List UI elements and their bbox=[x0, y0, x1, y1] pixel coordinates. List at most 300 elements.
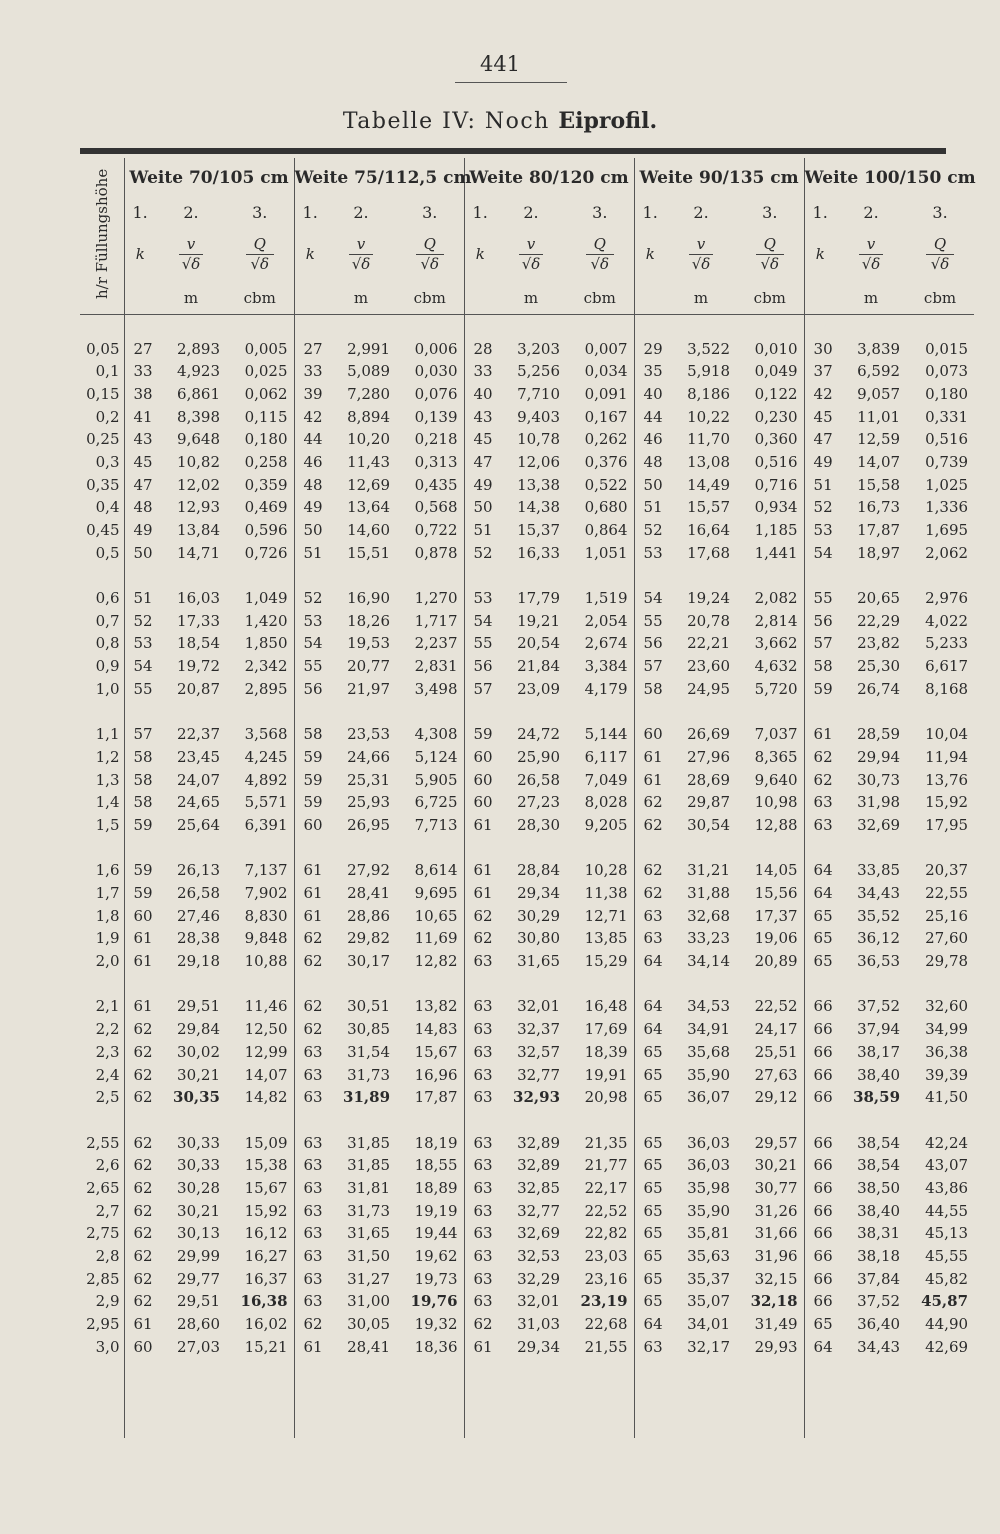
q-value: 16,48 bbox=[584, 997, 628, 1016]
fraction-bottom: √δ bbox=[760, 255, 780, 273]
fill-height-value: 2,0 bbox=[95, 952, 120, 971]
table-row bbox=[80, 1041, 974, 1064]
v-value: 32,69 bbox=[517, 1224, 561, 1243]
v-value: 20,65 bbox=[857, 589, 901, 608]
k-value: 64 bbox=[804, 882, 836, 905]
k-value: 56 bbox=[294, 678, 326, 701]
v-value: 28,60 bbox=[177, 1315, 220, 1334]
v-value: 29,99 bbox=[177, 1247, 220, 1266]
k-value: 62 bbox=[294, 950, 326, 973]
k-value: 51 bbox=[464, 519, 496, 542]
fill-height-value: 2,7 bbox=[95, 1201, 120, 1220]
table-row bbox=[80, 723, 974, 746]
table-bottom-filler bbox=[80, 1358, 974, 1438]
v-value: 23,45 bbox=[177, 747, 220, 766]
fraction-top: Q bbox=[246, 235, 274, 255]
k-value: 49 bbox=[464, 473, 496, 496]
k-value: 66 bbox=[804, 1222, 836, 1245]
k-symbol: k bbox=[294, 226, 326, 282]
v-value: 32,89 bbox=[517, 1133, 561, 1152]
v-value: 32,69 bbox=[857, 815, 901, 834]
k-value: 61 bbox=[294, 859, 326, 882]
q-value: 19,73 bbox=[414, 1269, 458, 1288]
fill-height-value: 2,6 bbox=[95, 1156, 120, 1175]
k-value: 61 bbox=[294, 904, 326, 927]
v-value: 31,89 bbox=[343, 1088, 391, 1107]
v-value: 30,73 bbox=[857, 770, 901, 789]
v-value: 12,02 bbox=[177, 475, 220, 494]
q-value: 23,16 bbox=[584, 1269, 628, 1288]
q-value: 0,716 bbox=[754, 475, 798, 494]
q-value: 31,49 bbox=[754, 1315, 798, 1334]
v-value: 22,37 bbox=[177, 725, 220, 744]
v-value: 30,28 bbox=[177, 1178, 220, 1197]
k-value: 50 bbox=[124, 541, 156, 564]
table-row bbox=[80, 1199, 974, 1222]
q-value: 3,498 bbox=[414, 679, 458, 698]
k-value: 65 bbox=[634, 1154, 666, 1177]
q-value: 5,144 bbox=[584, 725, 628, 744]
q-value: 0,680 bbox=[584, 498, 628, 517]
col-number-1: 1. bbox=[124, 198, 156, 226]
table-row bbox=[80, 882, 974, 905]
k-value: 66 bbox=[804, 1018, 836, 1041]
q-value: 1,420 bbox=[244, 611, 288, 630]
q-value: 32,18 bbox=[750, 1292, 798, 1311]
k-value: 55 bbox=[464, 632, 496, 655]
k-value: 63 bbox=[294, 1041, 326, 1064]
k-value: 61 bbox=[124, 927, 156, 950]
fraction-top: v bbox=[689, 235, 713, 255]
k-value: 63 bbox=[464, 995, 496, 1018]
k-value: 62 bbox=[124, 1177, 156, 1200]
k-value: 63 bbox=[294, 1063, 326, 1086]
v-value: 18,97 bbox=[857, 543, 901, 562]
q-value: 15,09 bbox=[244, 1133, 288, 1152]
k-value: 62 bbox=[124, 1154, 156, 1177]
k-value: 62 bbox=[294, 1313, 326, 1336]
k-value: 54 bbox=[294, 632, 326, 655]
k-value: 33 bbox=[124, 360, 156, 383]
table-row bbox=[80, 1245, 974, 1268]
q-value: 0,469 bbox=[244, 498, 288, 517]
k-value: 63 bbox=[464, 1222, 496, 1245]
k-value: 65 bbox=[634, 1199, 666, 1222]
q-value: 12,88 bbox=[754, 815, 798, 834]
k-value: 61 bbox=[294, 1335, 326, 1358]
col-number-2: 2. bbox=[353, 202, 369, 222]
q-value: 0,073 bbox=[925, 362, 969, 381]
k-value: 63 bbox=[464, 1199, 496, 1222]
q-value: 30,21 bbox=[754, 1156, 798, 1175]
table-row bbox=[80, 405, 974, 428]
fill-height-value: 1,2 bbox=[95, 747, 120, 766]
v-value: 31,03 bbox=[517, 1315, 561, 1334]
k-value: 65 bbox=[804, 1313, 836, 1336]
k-value: 59 bbox=[124, 882, 156, 905]
k-value: 52 bbox=[294, 587, 326, 610]
k-value: 62 bbox=[124, 1245, 156, 1268]
q-value: 18,89 bbox=[414, 1178, 458, 1197]
fill-height-value: 1,1 bbox=[95, 725, 120, 744]
q-value: 12,71 bbox=[584, 906, 628, 925]
k-value: 43 bbox=[124, 428, 156, 451]
v-value: 36,03 bbox=[687, 1133, 731, 1152]
q-value: 29,12 bbox=[754, 1088, 798, 1107]
k-value: 33 bbox=[464, 360, 496, 383]
fill-height-value: 1,4 bbox=[95, 793, 120, 812]
v-value: 30,05 bbox=[347, 1315, 391, 1334]
v-value: 4,923 bbox=[177, 362, 220, 381]
v-value: 10,78 bbox=[517, 430, 561, 449]
k-value: 62 bbox=[294, 995, 326, 1018]
k-value: 27 bbox=[124, 337, 156, 360]
unit-k-empty bbox=[634, 282, 666, 315]
k-value: 66 bbox=[804, 995, 836, 1018]
fill-fraction-top: h bbox=[92, 289, 111, 300]
q-symbol bbox=[906, 226, 974, 282]
v-value: 25,93 bbox=[347, 793, 391, 812]
v-value: 35,98 bbox=[687, 1178, 731, 1197]
k-value: 63 bbox=[464, 1041, 496, 1064]
v-value: 32,85 bbox=[517, 1178, 561, 1197]
k-value: 56 bbox=[634, 632, 666, 655]
v-value: 31,85 bbox=[347, 1156, 391, 1175]
k-value: 52 bbox=[804, 496, 836, 519]
v-value: 2,893 bbox=[177, 339, 220, 358]
k-value: 62 bbox=[634, 791, 666, 814]
page-number-rule bbox=[455, 82, 567, 83]
q-value: 2,814 bbox=[754, 611, 798, 630]
fraction-top: v bbox=[519, 235, 543, 255]
q-value: 18,36 bbox=[414, 1337, 458, 1356]
v-value: 27,92 bbox=[347, 861, 391, 880]
v-value: 31,85 bbox=[347, 1133, 391, 1152]
v-value: 12,69 bbox=[347, 475, 391, 494]
k-value: 65 bbox=[634, 1222, 666, 1245]
v-value: 17,87 bbox=[857, 521, 901, 540]
fill-height-value: 1,7 bbox=[95, 884, 120, 903]
k-value: 45 bbox=[124, 451, 156, 474]
k-value: 42 bbox=[804, 383, 836, 406]
q-value: 1,441 bbox=[754, 543, 798, 562]
q-value: 45,82 bbox=[925, 1269, 969, 1288]
fraction-top: Q bbox=[416, 235, 444, 255]
v-value: 15,51 bbox=[347, 543, 391, 562]
k-value: 55 bbox=[294, 655, 326, 678]
unit-k-empty bbox=[464, 282, 496, 315]
k-value: 40 bbox=[464, 383, 496, 406]
q-value: 0,262 bbox=[584, 430, 628, 449]
table-row bbox=[80, 428, 974, 451]
q-value: 3,568 bbox=[244, 725, 288, 744]
v-value: 27,03 bbox=[177, 1337, 220, 1356]
col-number-3: 3. bbox=[592, 202, 608, 222]
k-value: 63 bbox=[294, 1131, 326, 1154]
q-value: 1,695 bbox=[925, 521, 969, 540]
v-value: 30,17 bbox=[347, 952, 391, 971]
col-number-2: 2. bbox=[863, 202, 879, 222]
v-symbol bbox=[496, 226, 566, 282]
v-value: 31,65 bbox=[517, 952, 561, 971]
q-value: 19,32 bbox=[414, 1315, 458, 1334]
k-value: 57 bbox=[464, 678, 496, 701]
k-value: 66 bbox=[804, 1245, 836, 1268]
v-value: 34,43 bbox=[857, 1337, 901, 1356]
v-value: 30,33 bbox=[177, 1133, 220, 1152]
table-row bbox=[80, 1222, 974, 1245]
v-value: 30,85 bbox=[347, 1020, 391, 1039]
k-value: 46 bbox=[294, 451, 326, 474]
col-number-1: 1. bbox=[294, 198, 326, 226]
v-value: 30,13 bbox=[177, 1224, 220, 1243]
fill-height-value: 2,75 bbox=[86, 1224, 120, 1243]
q-value: 0,258 bbox=[244, 452, 288, 471]
k-value: 66 bbox=[804, 1199, 836, 1222]
q-value: 13,82 bbox=[414, 997, 458, 1016]
k-value: 63 bbox=[464, 1245, 496, 1268]
table-row bbox=[80, 768, 974, 791]
unit-cbm: cbm bbox=[906, 282, 974, 315]
fraction-top: v bbox=[349, 235, 373, 255]
q-value: 23,03 bbox=[584, 1247, 628, 1266]
q-value: 15,38 bbox=[244, 1156, 288, 1175]
table-row bbox=[80, 791, 974, 814]
k-value: 63 bbox=[804, 814, 836, 837]
v-value: 18,54 bbox=[177, 634, 220, 653]
q-value: 1,717 bbox=[414, 611, 458, 630]
q-value: 1,519 bbox=[584, 589, 628, 608]
k-value: 65 bbox=[634, 1177, 666, 1200]
v-value: 31,50 bbox=[347, 1247, 391, 1266]
q-value: 4,632 bbox=[754, 657, 798, 676]
q-value: 1,185 bbox=[754, 521, 798, 540]
v-value: 17,79 bbox=[517, 589, 561, 608]
fill-height-value: 0,7 bbox=[95, 611, 120, 630]
v-value: 30,21 bbox=[177, 1065, 220, 1084]
q-value: 45,13 bbox=[925, 1224, 969, 1243]
q-value: 27,63 bbox=[754, 1065, 798, 1084]
k-value: 53 bbox=[124, 632, 156, 655]
k-value: 64 bbox=[634, 995, 666, 1018]
q-value: 0,180 bbox=[244, 430, 288, 449]
v-value: 29,51 bbox=[177, 997, 220, 1016]
k-value: 28 bbox=[464, 337, 496, 360]
k-value: 60 bbox=[634, 723, 666, 746]
v-value: 26,58 bbox=[177, 884, 220, 903]
q-value: 29,78 bbox=[925, 952, 969, 971]
v-value: 8,398 bbox=[177, 407, 220, 426]
v-value: 20,77 bbox=[347, 657, 391, 676]
v-value: 31,00 bbox=[347, 1292, 391, 1311]
table-row bbox=[80, 360, 974, 383]
q-value: 13,85 bbox=[584, 929, 628, 948]
v-value: 29,77 bbox=[177, 1269, 220, 1288]
v-symbol bbox=[666, 226, 736, 282]
q-value: 4,892 bbox=[244, 770, 288, 789]
k-value: 63 bbox=[464, 1063, 496, 1086]
v-value: 29,84 bbox=[177, 1020, 220, 1039]
v-value: 6,592 bbox=[857, 362, 901, 381]
v-value: 17,33 bbox=[177, 611, 220, 630]
v-value: 24,65 bbox=[177, 793, 220, 812]
v-value: 34,91 bbox=[687, 1020, 731, 1039]
table-row bbox=[80, 950, 974, 973]
q-value: 43,86 bbox=[925, 1178, 969, 1197]
fill-height-value: 0,9 bbox=[95, 657, 120, 676]
q-value: 15,56 bbox=[754, 884, 798, 903]
k-value: 61 bbox=[124, 950, 156, 973]
table-row bbox=[80, 746, 974, 769]
k-value: 52 bbox=[464, 541, 496, 564]
v-value: 11,01 bbox=[857, 407, 901, 426]
k-value: 62 bbox=[124, 1131, 156, 1154]
k-value: 63 bbox=[294, 1267, 326, 1290]
q-value: 0,376 bbox=[584, 452, 628, 471]
q-value: 41,50 bbox=[925, 1088, 969, 1107]
q-value: 8,614 bbox=[414, 861, 458, 880]
q-value: 0,015 bbox=[925, 339, 969, 358]
col-number-1: 1. bbox=[804, 198, 836, 226]
k-value: 44 bbox=[294, 428, 326, 451]
v-value: 19,53 bbox=[347, 634, 391, 653]
k-value: 66 bbox=[804, 1177, 836, 1200]
q-symbol bbox=[226, 226, 294, 282]
v-value: 16,73 bbox=[857, 498, 901, 517]
v-value: 37,52 bbox=[857, 1292, 901, 1311]
q-value: 10,04 bbox=[925, 725, 969, 744]
q-value: 6,391 bbox=[244, 815, 288, 834]
v-value: 12,06 bbox=[517, 452, 561, 471]
v-value: 34,43 bbox=[857, 884, 901, 903]
table-row bbox=[80, 1154, 974, 1177]
q-value: 0,005 bbox=[244, 339, 288, 358]
k-value: 63 bbox=[294, 1222, 326, 1245]
v-value: 35,37 bbox=[687, 1269, 731, 1288]
v-value: 14,60 bbox=[347, 521, 391, 540]
v-value: 38,31 bbox=[857, 1224, 901, 1243]
fill-height-value: 1,9 bbox=[95, 929, 120, 948]
fill-height-value: 2,55 bbox=[86, 1133, 120, 1152]
v-value: 31,73 bbox=[347, 1201, 391, 1220]
q-value: 29,57 bbox=[754, 1133, 798, 1152]
k-value: 63 bbox=[464, 1267, 496, 1290]
k-value: 50 bbox=[464, 496, 496, 519]
col-number-3: 3. bbox=[762, 202, 778, 222]
q-value: 45,87 bbox=[921, 1292, 969, 1311]
q-value: 15,92 bbox=[244, 1201, 288, 1220]
unit-k-empty bbox=[124, 282, 156, 315]
q-value: 0,034 bbox=[584, 362, 628, 381]
q-value: 8,168 bbox=[925, 679, 969, 698]
v-value: 34,53 bbox=[687, 997, 731, 1016]
v-value: 9,648 bbox=[177, 430, 220, 449]
q-value: 2,831 bbox=[414, 657, 458, 676]
v-value: 5,089 bbox=[347, 362, 391, 381]
k-value: 63 bbox=[634, 904, 666, 927]
q-value: 44,55 bbox=[925, 1201, 969, 1220]
k-value: 48 bbox=[124, 496, 156, 519]
q-value: 9,848 bbox=[244, 929, 288, 948]
q-value: 19,62 bbox=[414, 1247, 458, 1266]
k-value: 62 bbox=[464, 927, 496, 950]
v-value: 28,84 bbox=[517, 861, 561, 880]
k-symbol: k bbox=[464, 226, 496, 282]
q-value: 0,062 bbox=[244, 384, 288, 403]
v-value: 25,31 bbox=[347, 770, 391, 789]
k-value: 59 bbox=[804, 678, 836, 701]
v-value: 27,46 bbox=[177, 906, 220, 925]
table-row bbox=[80, 1290, 974, 1313]
q-value: 7,902 bbox=[244, 884, 288, 903]
k-value: 54 bbox=[124, 655, 156, 678]
fraction-top: v bbox=[859, 235, 883, 255]
group-spacer bbox=[80, 315, 974, 338]
q-value: 5,124 bbox=[414, 747, 458, 766]
unit-k-empty bbox=[294, 282, 326, 315]
q-value: 1,049 bbox=[244, 589, 288, 608]
page-number: 441 bbox=[479, 52, 521, 76]
group-header-80-120: Weite 80/120 cm bbox=[464, 158, 634, 198]
v-value: 23,60 bbox=[687, 657, 731, 676]
k-value: 37 bbox=[804, 360, 836, 383]
v-value: 29,87 bbox=[687, 793, 731, 812]
q-symbol bbox=[396, 226, 464, 282]
q-value: 14,83 bbox=[414, 1020, 458, 1039]
k-value: 55 bbox=[804, 587, 836, 610]
v-value: 28,69 bbox=[687, 770, 731, 789]
k-value: 61 bbox=[634, 768, 666, 791]
v-value: 35,68 bbox=[687, 1042, 731, 1061]
q-value: 42,69 bbox=[925, 1337, 969, 1356]
k-value: 59 bbox=[294, 791, 326, 814]
v-value: 37,84 bbox=[857, 1269, 901, 1288]
v-value: 15,37 bbox=[517, 521, 561, 540]
v-value: 31,54 bbox=[347, 1042, 391, 1061]
v-value: 30,54 bbox=[687, 815, 731, 834]
fill-height-value: 2,65 bbox=[86, 1178, 120, 1197]
v-value: 11,43 bbox=[347, 452, 391, 471]
k-value: 58 bbox=[804, 655, 836, 678]
col-number-2: 2. bbox=[183, 202, 199, 222]
k-value: 51 bbox=[124, 587, 156, 610]
k-value: 64 bbox=[634, 950, 666, 973]
q-value: 1,051 bbox=[584, 543, 628, 562]
group-header-100-150: Weite 100/150 cm bbox=[804, 158, 974, 198]
fill-height-value: 2,8 bbox=[95, 1247, 120, 1266]
fill-height-value: 2,1 bbox=[95, 997, 120, 1016]
v-value: 33,85 bbox=[857, 861, 901, 880]
v-value: 32,77 bbox=[517, 1201, 561, 1220]
q-value: 0,568 bbox=[414, 498, 458, 517]
v-symbol bbox=[156, 226, 226, 282]
v-value: 31,21 bbox=[687, 861, 731, 880]
v-value: 36,53 bbox=[857, 952, 901, 971]
k-value: 46 bbox=[634, 428, 666, 451]
k-value: 60 bbox=[124, 1335, 156, 1358]
table-row bbox=[80, 496, 974, 519]
v-value: 11,70 bbox=[687, 430, 731, 449]
v-value: 6,861 bbox=[177, 384, 220, 403]
k-symbol: k bbox=[124, 226, 156, 282]
unit-cbm: cbm bbox=[736, 282, 804, 315]
q-value: 0,722 bbox=[414, 521, 458, 540]
fill-height-value: 0,45 bbox=[86, 521, 120, 540]
q-value: 7,713 bbox=[414, 815, 458, 834]
k-value: 38 bbox=[124, 383, 156, 406]
v-value: 32,89 bbox=[517, 1156, 561, 1175]
group-header-75-112: Weite 75/112,5 cm bbox=[294, 158, 464, 198]
